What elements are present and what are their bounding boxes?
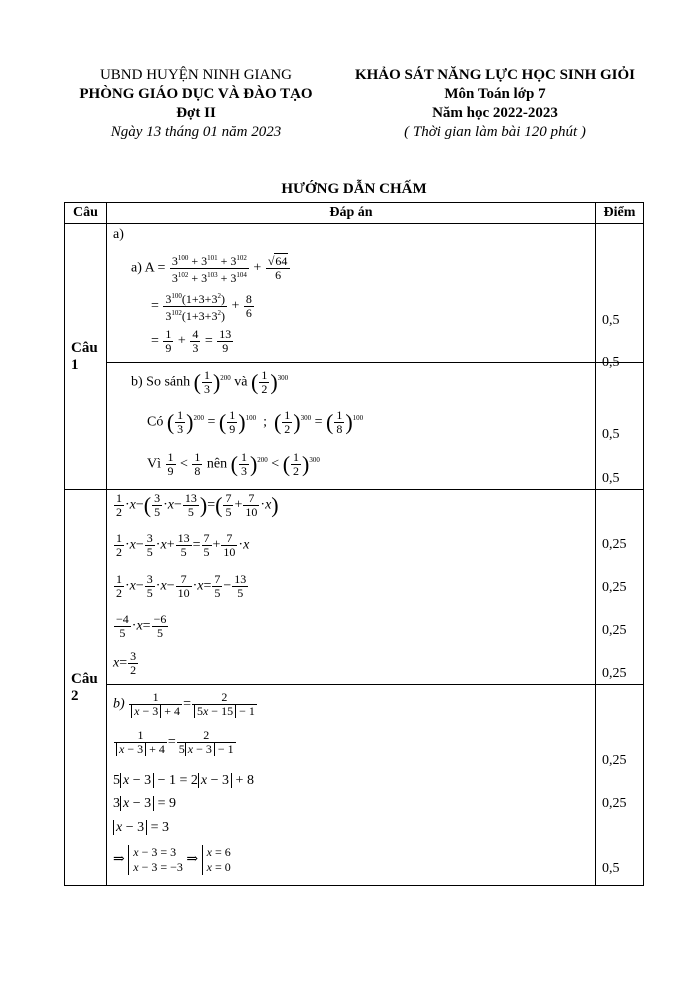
department-name: PHÒNG GIÁO DỤC VÀ ĐÀO TẠO bbox=[79, 86, 313, 102]
math-line: $\frac{1}{2}$ ·x− $\frac{3}{5}$ ·x+ $\frac{13}{5}$ = $\frac{7}{5}$ + $\frac{7}{10}$ ·x bbox=[116, 531, 250, 559]
score-value: 0,5 bbox=[602, 427, 620, 442]
part-marker: b) bbox=[113, 696, 125, 712]
math-line: x= $\frac{3}{2}$ bbox=[113, 649, 137, 677]
math-line: b) So sánh ( $\frac{1}{3}$ )$^{200}$ và ( $\frac{1}{2}$ )$^{300}$ bbox=[131, 368, 289, 396]
part-b-intro: b) So sánh bbox=[131, 374, 191, 390]
score-value: 0,5 bbox=[602, 861, 620, 876]
math-line: 3 x − 3 = 9 bbox=[113, 796, 177, 811]
score-value: 0,25 bbox=[602, 623, 627, 638]
word-since: Vì bbox=[147, 456, 161, 472]
grading-table bbox=[64, 202, 644, 886]
score-value: 0,5 bbox=[602, 355, 620, 370]
score-value: 0,25 bbox=[602, 753, 627, 768]
table-header-row bbox=[65, 203, 644, 224]
math-line: ⇒ x − 3 = 3 x − 3 = −3 ⇒ x = 6 x = 0 bbox=[113, 845, 231, 874]
math-line: Có ( $\frac{1}{3}$ )$^{200}$ = ( $\frac{1}{9}$ )$^{100}$ ; ( $\frac{1}{2}$ )$^{300}$ = ( $\frac{1}{8}$ )$^{100}$ bbox=[147, 408, 364, 436]
question-label-2: Câu 2 bbox=[65, 490, 107, 886]
exam-title: KHẢO SÁT NĂNG LỰC HỌC SINH GIỎI bbox=[354, 67, 636, 83]
table-row bbox=[65, 490, 644, 685]
answer-2a bbox=[107, 490, 596, 685]
part-marker: a) bbox=[113, 227, 124, 242]
math-line: 5 x − 3 − 1 = 2 x − 3 + 8 bbox=[113, 773, 254, 788]
header-right bbox=[330, 66, 660, 142]
score-1b bbox=[596, 363, 644, 490]
math-line: Vì $\frac{1}{9}$ < $\frac{1}{8}$ nên ( $\frac{1}{3}$ )$^{200}$ < ( $\frac{1}{2}$ )$^{300}$ bbox=[147, 450, 320, 478]
table-row bbox=[65, 224, 644, 363]
score-value: 0,5 bbox=[602, 471, 620, 486]
answer-1b bbox=[107, 363, 596, 490]
score-2b bbox=[596, 685, 644, 886]
score-value: 0,25 bbox=[602, 580, 627, 595]
math-line: b) $\frac{1}{x - 3 + 4}$ = $\frac{2}{5x - 15 - 1}$ bbox=[113, 690, 255, 718]
word-so: nên bbox=[206, 456, 228, 472]
word-have: Có bbox=[147, 414, 164, 430]
math-line: $\frac{1}{2}$ ·x−( $\frac{3}{5}$ ·x− $\frac{13}{5}$ )=( $\frac{7}{5}$ + $\frac{7}{10}$ ·x) bbox=[116, 491, 279, 519]
score-value: 0,25 bbox=[602, 537, 627, 552]
exam-round: Đợt II bbox=[176, 105, 216, 121]
answer-2b bbox=[107, 685, 596, 886]
math-line: $\frac{1}{x - 3 + 4}$ = $\frac{2}{5 x - 3 - 1}$ bbox=[113, 729, 237, 756]
exam-date: Ngày 13 tháng 01 năm 2023 bbox=[110, 124, 282, 140]
time-limit: ( Thời gian làm bài 120 phút ) bbox=[404, 124, 586, 140]
math-line: $\frac{1}{2}$ ·x− $\frac{3}{5}$ ·x− $\frac{7}{10}$ ·x= $\frac{7}{5}$ − $\frac{13}{5}$ bbox=[116, 572, 247, 600]
subject: Môn Toán lớp 7 bbox=[444, 86, 546, 102]
header-question: Câu bbox=[65, 203, 107, 224]
score-1a bbox=[596, 224, 644, 370]
math-line: = $\frac{1}{9}$ + $\frac{4}{3}$ = $\frac{13}{9}$ bbox=[151, 327, 232, 355]
math-line: x − 3 = 3 bbox=[113, 820, 169, 836]
page-title: HƯỚNG DẪN CHẤM bbox=[281, 181, 427, 197]
header-score: Điểm bbox=[596, 203, 644, 224]
math-line: = $\frac{3^{100}(1+3+3^2)}{3^{102}(1+3+3^2)}$ + $\frac{8}{6}$ bbox=[151, 292, 252, 323]
word-and: và bbox=[234, 374, 248, 390]
part-a-intro: a) A = bbox=[131, 260, 166, 276]
question-label-1: Câu 1 bbox=[65, 224, 107, 490]
math-line: a) A = $\frac{3^{100} + 3^{101} + 3^{102}}{3^{102} + 3^{103} + 3^{104}}$ + $\frac{√64}{6}$ bbox=[131, 252, 291, 285]
header-answer: Đáp án bbox=[107, 203, 596, 224]
header-left bbox=[60, 66, 332, 142]
table-row bbox=[65, 685, 644, 886]
score-value: 0,5 bbox=[602, 313, 620, 328]
score-value: 0,25 bbox=[602, 796, 627, 811]
math-line: $\frac{-4}{5}$ ·x= $\frac{-6}{5}$ bbox=[116, 612, 167, 640]
district-name: UBND HUYỆN NINH GIANG bbox=[99, 67, 293, 83]
school-year: Năm học 2022-2023 bbox=[432, 105, 558, 121]
answer-1a bbox=[107, 224, 596, 363]
table-row bbox=[65, 363, 644, 490]
score-2a bbox=[596, 490, 644, 685]
score-value: 0,25 bbox=[602, 666, 627, 681]
